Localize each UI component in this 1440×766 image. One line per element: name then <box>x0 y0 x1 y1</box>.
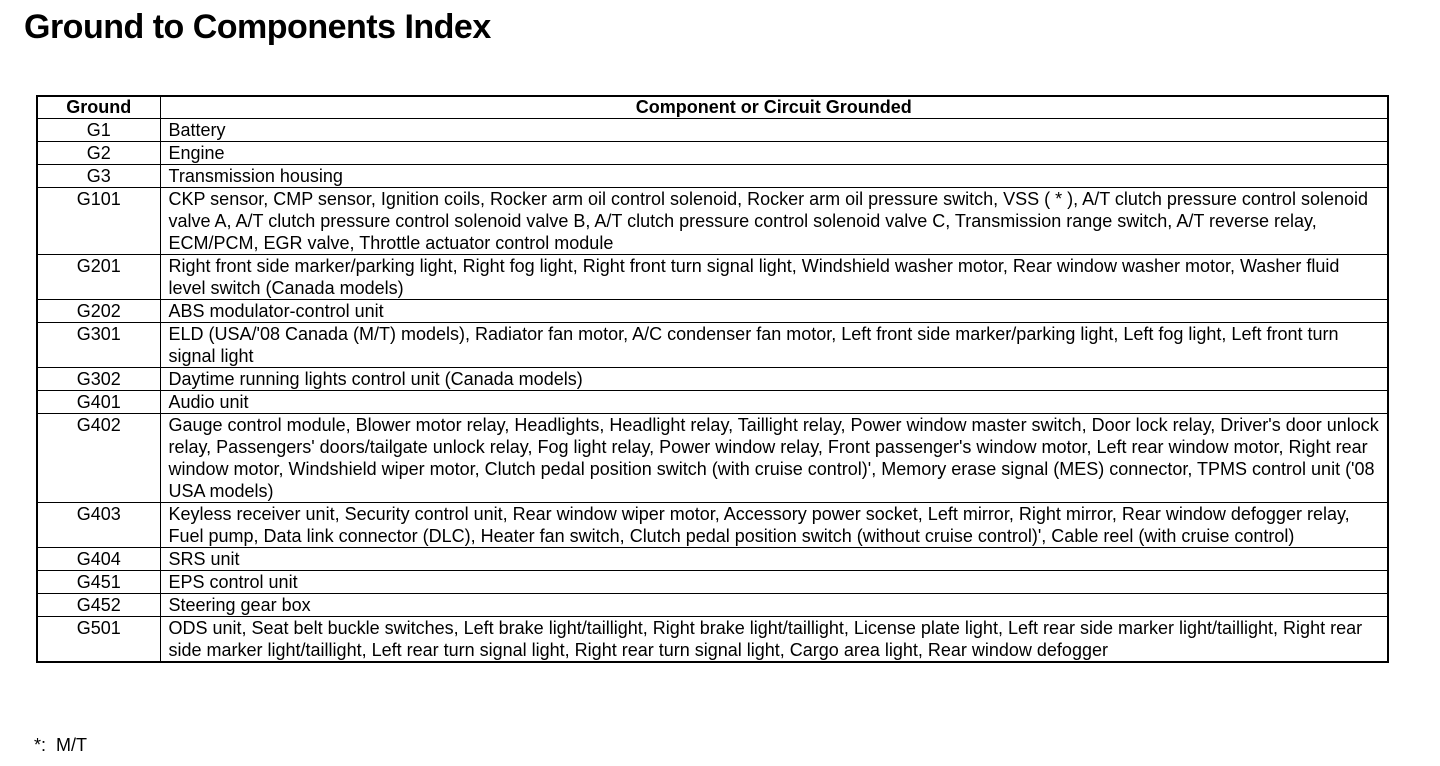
table-header-row <box>37 96 1388 119</box>
table-row <box>37 503 1388 548</box>
table-row <box>37 142 1388 165</box>
ground-id: G501 <box>37 617 160 663</box>
ground-id: G404 <box>37 548 160 571</box>
grounded-components: Daytime running lights control unit (Canada models) <box>160 368 1388 391</box>
ground-id: G2 <box>37 142 160 165</box>
ground-id: G302 <box>37 368 160 391</box>
table-row <box>37 323 1388 368</box>
footnote-symbol: * <box>34 735 42 755</box>
footnote-separator: : <box>41 735 57 755</box>
grounded-components: EPS control unit <box>160 571 1388 594</box>
grounded-components: Right front side marker/parking light, Right fog light, Right front turn signal light, Windshield washer motor, Rear window washer motor, Washer fluid level switch (Canada models) <box>160 255 1388 300</box>
grounded-components: Battery <box>160 119 1388 142</box>
ground-id: G402 <box>37 414 160 503</box>
table-row <box>37 300 1388 323</box>
page-title: Ground to Components Index <box>24 8 491 46</box>
ground-column-header: Ground <box>37 96 160 119</box>
grounded-components: ODS unit, Seat belt buckle switches, Left brake light/taillight, Right brake light/taillight, License plate light, Left rear side marker light/taillight, Right rear side marker light/taillight, Left rear turn signal light, Right rear turn signal light, Cargo area light, Rear window defogger <box>160 617 1388 663</box>
grounded-components: CKP sensor, CMP sensor, Ignition coils, Rocker arm oil control solenoid, Rocker arm oil pressure switch, VSS ( * ), A/T clutch pressure control solenoid valve A, A/T clutch pressure control solenoid valve B, A/T clutch pressure control solenoid valve C, Transmission range switch, A/T reverse relay, ECM/PCM, EGR valve, Throttle actuator control module <box>160 188 1388 255</box>
table-row <box>37 119 1388 142</box>
table-row <box>37 414 1388 503</box>
ground-index-table <box>36 95 1389 663</box>
table-row <box>37 165 1388 188</box>
table-row <box>37 188 1388 255</box>
footnote <box>34 735 87 756</box>
table-row <box>37 391 1388 414</box>
ground-id: G201 <box>37 255 160 300</box>
ground-id: G3 <box>37 165 160 188</box>
ground-id: G452 <box>37 594 160 617</box>
table-row <box>37 255 1388 300</box>
grounded-components: ABS modulator-control unit <box>160 300 1388 323</box>
grounded-components: ELD (USA/'08 Canada (M/T) models), Radiator fan motor, A/C condenser fan motor, Left front side marker/parking light, Left fog light, Left front turn signal light <box>160 323 1388 368</box>
table-row <box>37 617 1388 663</box>
grounded-components: Transmission housing <box>160 165 1388 188</box>
grounded-components: Gauge control module, Blower motor relay, Headlights, Headlight relay, Taillight relay, Power window master switch, Door lock relay, Driver's door unlock relay, Passengers' doors/tailgate unlock relay, Fog light relay, Power window relay, Front passenger's window motor, Left rear window motor, Right rear window motor, Windshield wiper motor, Clutch pedal position switch (with cruise control)', Memory erase signal (MES) connector, TPMS control unit ('08 USA models) <box>160 414 1388 503</box>
ground-id: G301 <box>37 323 160 368</box>
footnote-text: M/T <box>56 735 88 755</box>
table-row <box>37 368 1388 391</box>
ground-id: G101 <box>37 188 160 255</box>
ground-id: G403 <box>37 503 160 548</box>
grounded-components: SRS unit <box>160 548 1388 571</box>
table-row <box>37 571 1388 594</box>
grounded-components: Engine <box>160 142 1388 165</box>
grounded-components: Audio unit <box>160 391 1388 414</box>
table-row <box>37 548 1388 571</box>
component-column-header: Component or Circuit Grounded <box>160 96 1388 119</box>
ground-id: G202 <box>37 300 160 323</box>
table-row <box>37 594 1388 617</box>
ground-id: G1 <box>37 119 160 142</box>
ground-id: G401 <box>37 391 160 414</box>
ground-id: G451 <box>37 571 160 594</box>
grounded-components: Steering gear box <box>160 594 1388 617</box>
grounded-components: Keyless receiver unit, Security control unit, Rear window wiper motor, Accessory power socket, Left mirror, Right mirror, Rear window defogger relay, Fuel pump, Data link connector (DLC), Heater fan switch, Clutch pedal position switch (without cruise control)', Cable reel (with cruise control) <box>160 503 1388 548</box>
